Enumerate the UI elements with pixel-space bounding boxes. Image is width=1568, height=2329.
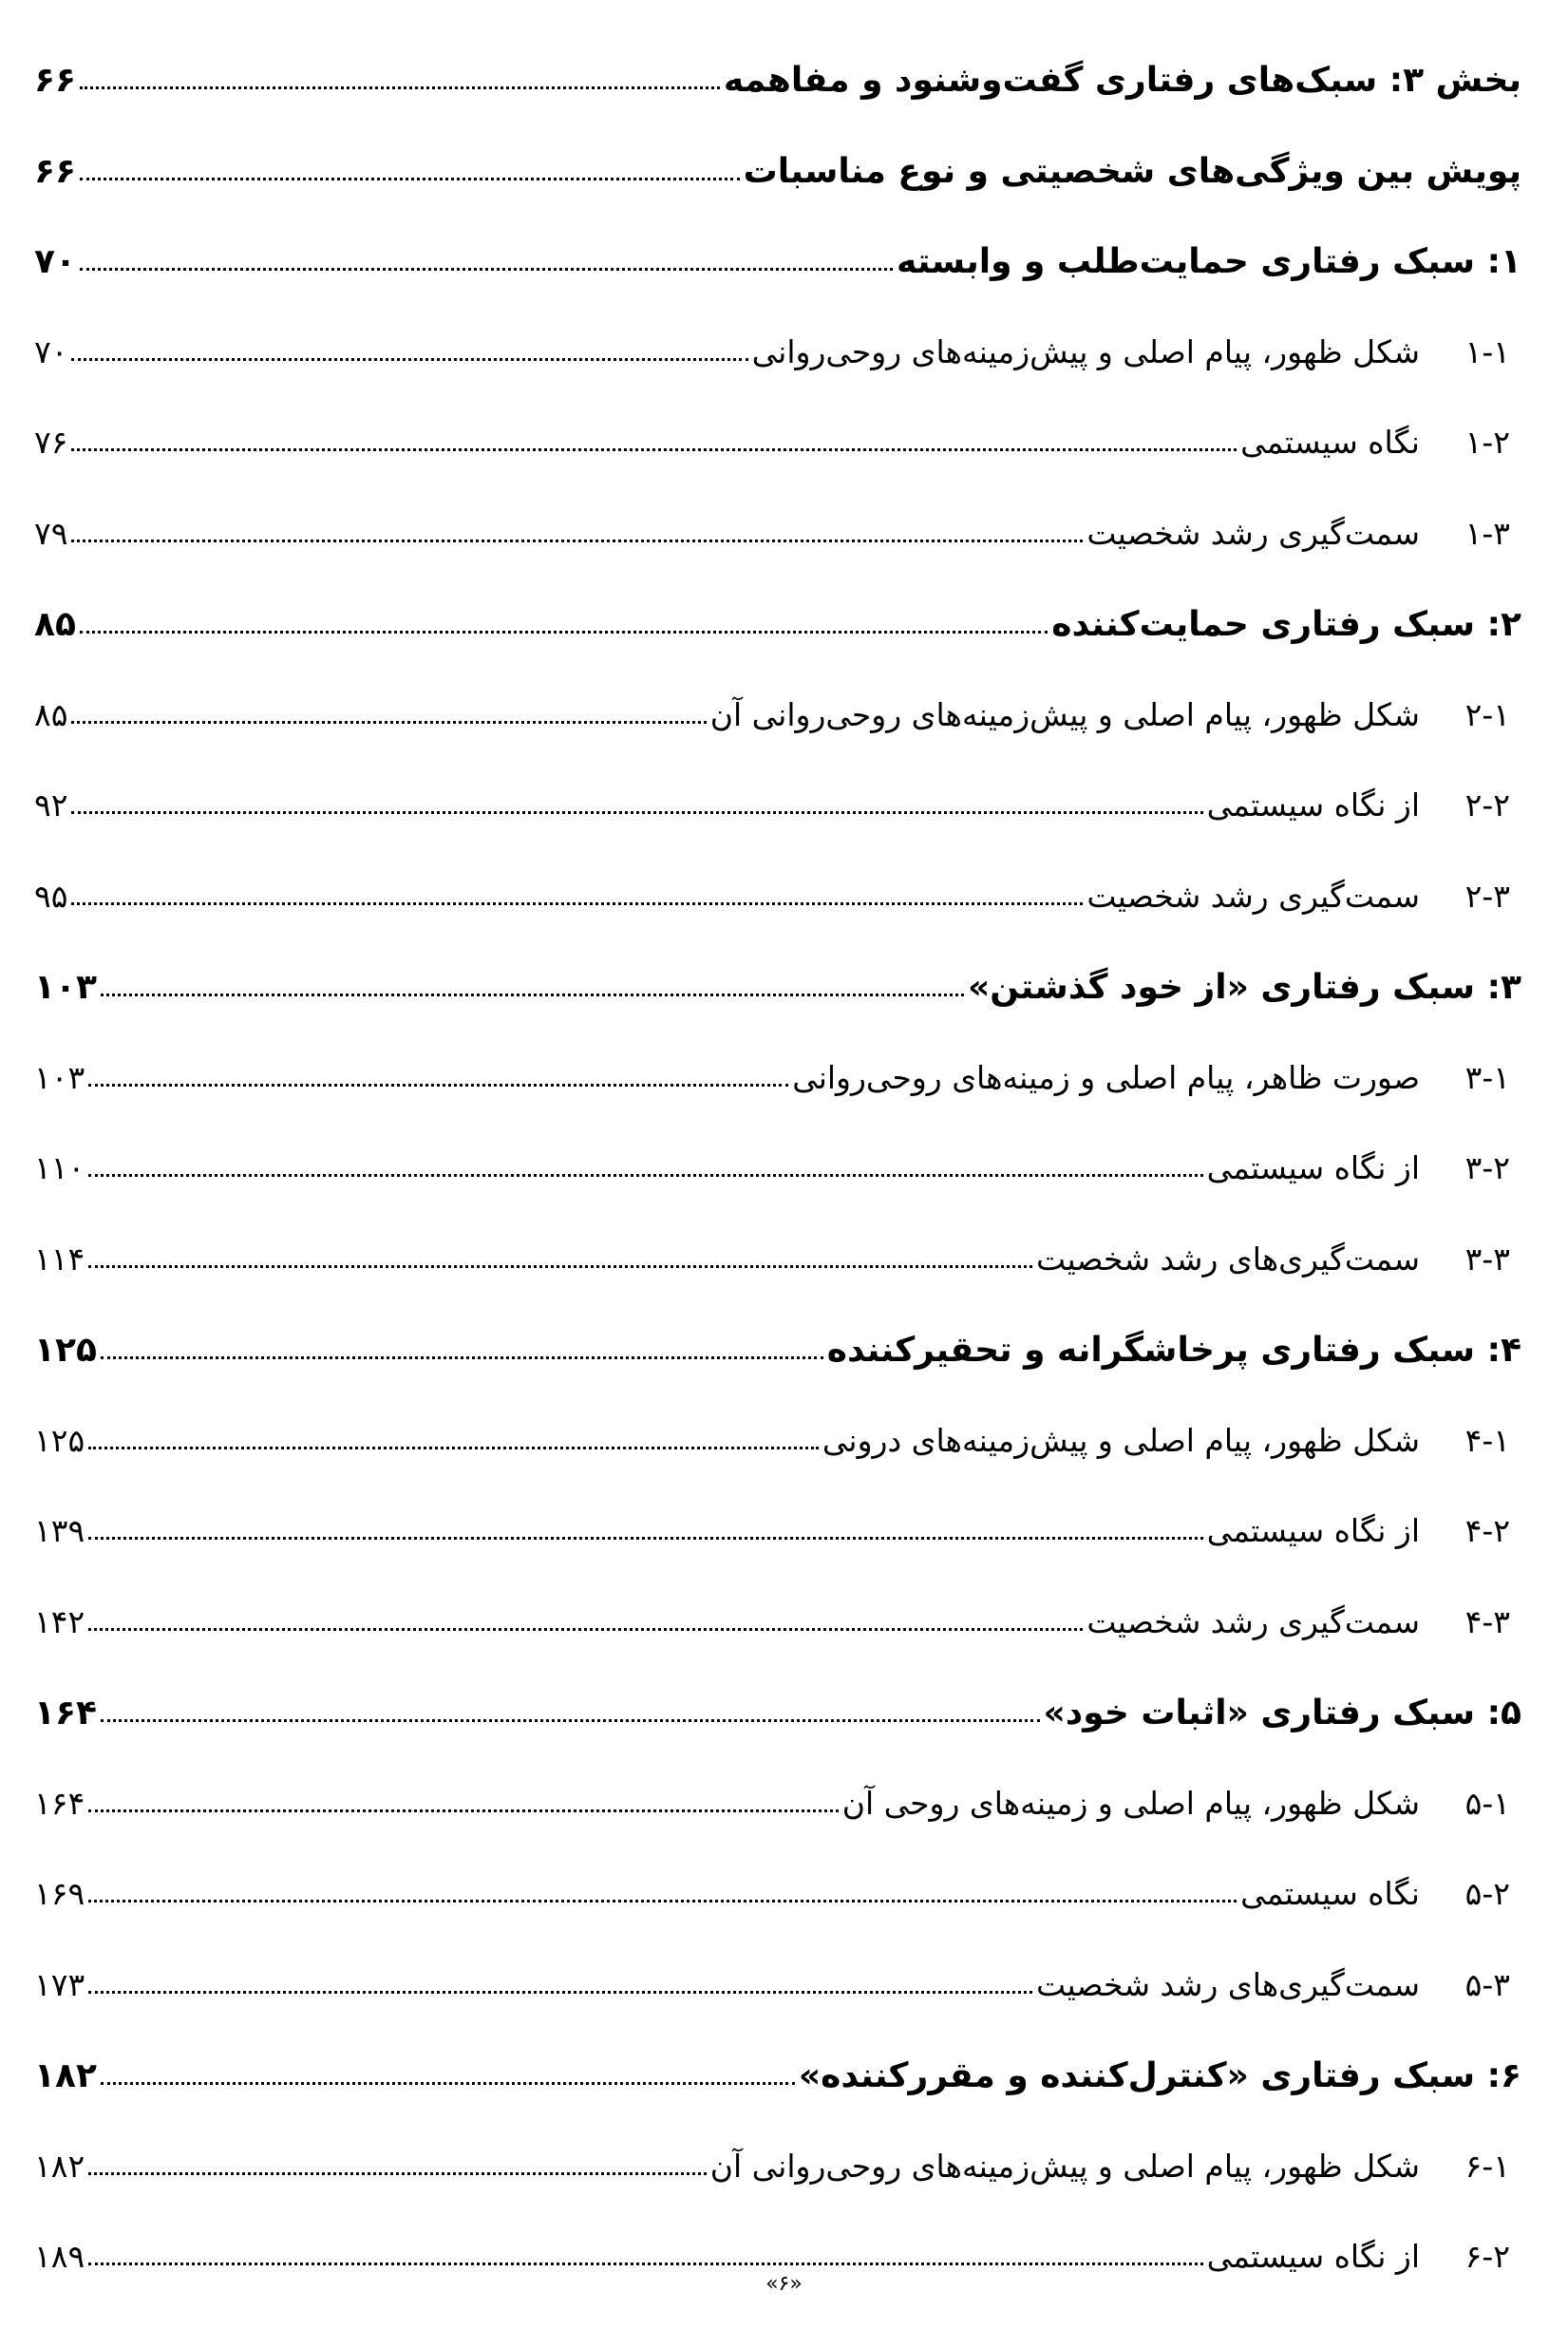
dot-leader (71, 721, 706, 724)
toc-entry-title: صورت ظاهر، پیام اصلی و زمینه‌های روحی‌روانی (792, 1058, 1420, 1096)
toc-section-number: ۶-۲ (1464, 2238, 1510, 2275)
toc-section-number: ۳-۲ (1464, 1149, 1510, 1186)
toc-page-number: ۱۱۰ (34, 1149, 85, 1186)
dot-leader (88, 1084, 788, 1087)
toc-entry-title: نگاه سیستمی (1240, 1875, 1420, 1912)
toc-subsection-row[interactable] (34, 2148, 1521, 2239)
toc-subsection-row[interactable] (34, 515, 1521, 606)
dot-leader (88, 1265, 1032, 1268)
toc-subsection-row[interactable] (34, 1240, 1521, 1332)
dot-leader (80, 631, 1048, 634)
dot-leader (88, 1174, 1202, 1177)
toc-subsection-row[interactable] (34, 1149, 1521, 1240)
toc-entry-title: بخش ۳: سبک‌های رفتاری گفت‌وشنود و مفاهمه (723, 61, 1521, 100)
toc-page-number: ۱۴۲ (34, 1602, 85, 1640)
toc-subsection-row[interactable] (34, 1785, 1521, 1876)
dot-leader (80, 86, 720, 89)
toc-entry-title: سمت‌گیری‌های رشد شخصیت (1036, 1240, 1420, 1278)
toc-entry-title: شکل ظهور، پیام اصلی و پیش‌زمینه‌های روحی‌روانی آن (709, 695, 1420, 733)
toc-page-number: ۹۲ (34, 786, 68, 824)
toc-subsection-row[interactable] (34, 1966, 1521, 2057)
toc-subsection-row[interactable] (34, 696, 1521, 787)
toc-section-number: ۵-۲ (1464, 1875, 1510, 1912)
toc-subsection-row[interactable] (34, 878, 1521, 969)
toc-page-number: ۷۹ (34, 514, 68, 552)
toc-subsection-row[interactable] (34, 1422, 1521, 1513)
toc-entry-title: شکل ظهور، پیام اصلی و پیش‌زمینه‌های درونی (822, 1421, 1420, 1459)
toc-page-number: ۱۲۵ (34, 1421, 85, 1459)
toc-entry-title: شکل ظهور، پیام اصلی و پیش‌زمینه‌های روحی‌روانی (751, 332, 1420, 370)
toc-section-number: ۱-۳ (1464, 514, 1510, 552)
toc-section-number: ۴-۱ (1464, 1421, 1510, 1459)
toc-page-number: ۱۶۴ (34, 1694, 97, 1733)
toc-page-number: ۱۲۵ (34, 1331, 97, 1370)
toc-page-number: ۷۶ (34, 424, 68, 461)
toc-page-number: ۷۰ (34, 242, 76, 281)
dot-leader (88, 1991, 1032, 1994)
toc-entry-title: ۱: سبک رفتاری حمایت‌طلب و وابسته (897, 242, 1521, 281)
toc-entry-title: از نگاه سیستمی (1206, 2238, 1420, 2275)
toc-section-number: ۲-۲ (1464, 786, 1510, 824)
toc-subsection-row[interactable] (34, 333, 1521, 425)
dot-leader (101, 2082, 795, 2085)
toc-page-number: ۱۳۹ (34, 1512, 85, 1549)
dot-leader (71, 358, 747, 361)
toc-entry-title: نگاه سیستمی (1240, 424, 1420, 461)
toc-entry-title: سمت‌گیری رشد شخصیت (1086, 877, 1420, 915)
dot-leader (101, 994, 964, 996)
dot-leader (88, 1537, 1202, 1540)
toc-entry-title: سمت‌گیری رشد شخصیت (1086, 1602, 1420, 1640)
dot-leader (88, 1628, 1083, 1631)
toc-section-number: ۵-۱ (1464, 1784, 1510, 1822)
toc-entry-title: ۵: سبک رفتاری «اثبات خود» (1043, 1694, 1521, 1733)
dot-leader (71, 811, 1202, 814)
toc-section-number: ۴-۳ (1464, 1602, 1510, 1640)
dot-leader (88, 1809, 839, 1812)
toc-heading-row[interactable] (34, 968, 1521, 1059)
toc-page-number: ۱۱۴ (34, 1240, 85, 1278)
toc-subsection-row[interactable] (34, 1603, 1521, 1695)
toc-entry-title: شکل ظهور، پیام اصلی و پیش‌زمینه‌های روحی‌روانی آن (709, 2147, 1420, 2185)
toc-heading-row[interactable] (34, 61, 1521, 152)
page-number-footer: «۶» (765, 2272, 803, 2296)
toc-page-number: ۱۰۳ (34, 1058, 85, 1096)
table-of-contents (34, 61, 1521, 2329)
dot-leader (88, 1447, 819, 1449)
toc-page-number: ۸۵ (34, 605, 76, 644)
toc-entry-title: ۳: سبک رفتاری «از خود گذشتن» (967, 968, 1521, 1007)
toc-subsection-row[interactable] (34, 1875, 1521, 1966)
toc-heading-row[interactable] (34, 1694, 1521, 1785)
toc-page-number: ۱۸۹ (34, 2238, 85, 2275)
toc-entry-title: سمت‌گیری‌های رشد شخصیت (1036, 1965, 1420, 2003)
toc-section-number: ۳-۳ (1464, 1240, 1510, 1278)
toc-heading-row[interactable] (34, 1331, 1521, 1422)
toc-section-number: ۲-۱ (1464, 695, 1510, 733)
toc-page-number: ۱۸۲ (34, 2147, 85, 2185)
toc-page-number: ۱۰۳ (34, 968, 97, 1007)
dot-leader (88, 1900, 1237, 1903)
toc-entry-title: پویش بین ویژگی‌های شخصیتی و نوع مناسبات (743, 151, 1521, 191)
toc-page-number: ۶۶ (34, 151, 76, 191)
dot-leader (101, 1356, 823, 1359)
toc-entry-title: از نگاه سیستمی (1206, 786, 1420, 824)
dot-leader (71, 902, 1083, 905)
toc-section-number: ۲-۳ (1464, 877, 1510, 915)
toc-page-number: ۱۷۳ (34, 1965, 85, 2003)
dot-leader (80, 268, 893, 271)
dot-leader (88, 2172, 707, 2175)
toc-section-number: ۱-۱ (1464, 332, 1510, 370)
toc-entry-title: ۲: سبک رفتاری حمایت‌کننده (1051, 605, 1521, 644)
toc-entry-title: از نگاه سیستمی (1206, 1512, 1420, 1549)
toc-page-number: ۹۵ (34, 877, 68, 915)
toc-heading-row[interactable] (34, 2056, 1521, 2148)
toc-subsection-row[interactable] (34, 1059, 1521, 1150)
dot-leader (71, 540, 1083, 542)
dot-leader (80, 178, 740, 180)
dot-leader (71, 448, 1237, 451)
toc-page-number: ۸۵ (34, 695, 68, 733)
toc-entry-title: سمت‌گیری رشد شخصیت (1086, 514, 1420, 552)
toc-section-number: ۳-۱ (1464, 1058, 1510, 1096)
dot-leader (88, 2263, 1202, 2265)
toc-entry-title: از نگاه سیستمی (1206, 1149, 1420, 1186)
toc-subsection-row[interactable] (34, 1512, 1521, 1603)
toc-entry-title: شکل ظهور، پیام اصلی و زمینه‌های روحی آن (841, 1784, 1420, 1822)
toc-page-number: ۶۶ (34, 61, 76, 100)
toc-entry-title: ۴: سبک رفتاری پرخاشگرانه و تحقیرکننده (826, 1331, 1521, 1370)
toc-page-number: ۷۰ (34, 332, 68, 370)
toc-subsection-row[interactable] (34, 786, 1521, 878)
toc-page-number: ۱۶۹ (34, 1875, 85, 1912)
dot-leader (101, 1719, 1040, 1722)
toc-page-number: ۱۸۲ (34, 2056, 97, 2095)
toc-subsection-row[interactable] (34, 424, 1521, 515)
toc-section-number: ۱-۲ (1464, 424, 1510, 461)
toc-entry-title: ۶: سبک رفتاری «کنترل‌کننده و مقررکننده» (798, 2056, 1521, 2095)
toc-heading-row[interactable] (34, 152, 1521, 243)
toc-heading-row[interactable] (34, 242, 1521, 333)
toc-section-number: ۶-۱ (1464, 2147, 1510, 2185)
toc-page-number: ۱۶۴ (34, 1784, 85, 1822)
toc-section-number: ۵-۳ (1464, 1965, 1510, 2003)
toc-section-number: ۴-۲ (1464, 1512, 1510, 1549)
toc-heading-row[interactable] (34, 605, 1521, 696)
